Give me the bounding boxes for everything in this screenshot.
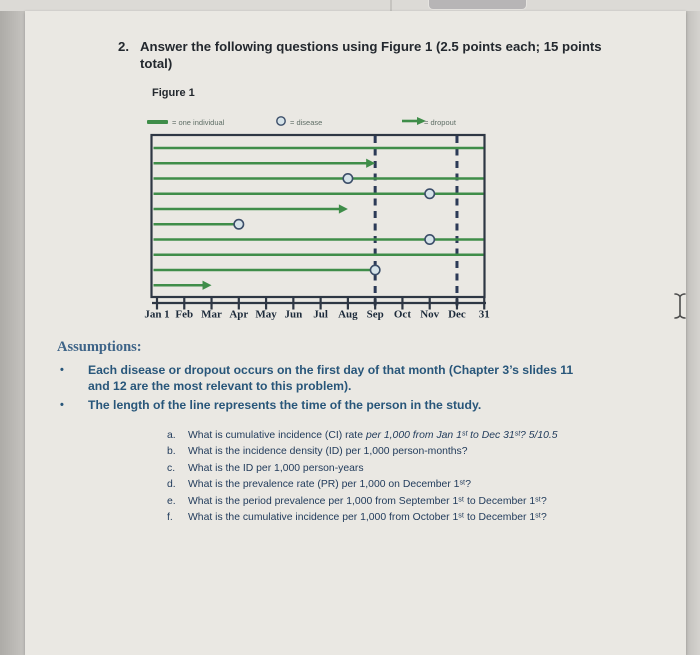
figure-title: Figure 1 — [152, 87, 195, 99]
assumption-text: Each disease or dropout occurs on the first day of that month (Chapter 3’s slides 11 and 12 are the most relevant to this problem). — [88, 363, 574, 393]
question-text: What is the prevalence rate (PR) per 1,000 on December 1ˢᵗ? — [188, 479, 472, 491]
question-text: What is the cumulative incidence per 1,000 from October 1ˢᵗ to December 1ˢᵗ? — [188, 512, 547, 524]
month-label: Oct — [393, 308, 411, 321]
month-label: Jul — [313, 308, 328, 321]
figure-1-chart — [25, 11, 685, 655]
sub-question-f — [167, 512, 647, 523]
question-letter: d. — [167, 479, 176, 491]
dropout-arrow — [203, 281, 212, 290]
sub-question-b — [167, 446, 647, 457]
question-header-text: Answer the following questions using Figure 1 (2.5 points each; 15 points total) — [140, 39, 602, 71]
assumptions-list — [60, 363, 590, 418]
disease-circle-icon — [275, 115, 287, 127]
legend-dropout-label: = dropout — [424, 118, 456, 127]
figure-legend — [25, 114, 685, 130]
disease-marker — [234, 220, 243, 229]
individual-line-icon — [147, 120, 168, 124]
question-letter: e. — [167, 495, 176, 507]
sub-question-e — [167, 496, 647, 507]
question-header — [118, 38, 608, 72]
top-bar-divider — [390, 0, 392, 11]
month-label: Sep — [366, 308, 384, 321]
sub-question-c — [167, 463, 647, 474]
month-label: Mar — [201, 308, 222, 321]
document-page — [25, 11, 686, 655]
question-text: What is the incidence density (ID) per 1,000 person-months? — [188, 446, 468, 458]
figure-box — [152, 135, 485, 297]
month-label: Aug — [338, 308, 358, 321]
legend-individual-label: = one individual — [172, 118, 225, 127]
scrollbar-thumb[interactable] — [428, 0, 527, 10]
question-number: 2. — [118, 39, 129, 54]
month-label: Apr — [229, 308, 249, 321]
assumption-text: The length of the line represents the time of the person in the study. — [88, 398, 482, 413]
question-text: What is cumulative incidence (CI) rate — [188, 430, 363, 441]
month-label: Nov — [420, 308, 440, 321]
desk-background-right — [686, 11, 700, 655]
question-letter: b. — [167, 446, 176, 458]
assumption-item — [60, 363, 590, 394]
desk-background-left — [0, 11, 25, 655]
question-letter: c. — [167, 462, 176, 474]
sub-question-d — [167, 479, 647, 490]
month-label: Feb — [175, 308, 194, 321]
disease-marker — [425, 189, 434, 198]
assumption-item — [60, 398, 590, 414]
sub-question-a — [167, 430, 647, 441]
sub-questions-list — [167, 430, 647, 528]
question-text: What is the period prevalence per 1,000 from September 1ˢᵗ to December 1ˢᵗ? — [188, 495, 547, 507]
disease-marker — [343, 174, 352, 183]
month-label: Jun — [284, 308, 303, 321]
question-letter: a. — [167, 430, 176, 441]
month-label: Dec — [448, 308, 466, 321]
question-text-italic: per 1,000 from Jan 1ˢᵗ to Dec 31ˢᵗ? 5/10.5 — [365, 430, 558, 441]
bullet-icon: • — [60, 399, 64, 412]
assumptions-heading: Assumptions: — [57, 339, 142, 355]
ibeam-cursor-icon — [672, 292, 688, 320]
question-text: What is the ID per 1,000 person-years — [188, 462, 364, 474]
question-letter: f. — [167, 512, 173, 524]
bullet-icon: • — [60, 364, 64, 376]
month-label: May — [255, 308, 277, 321]
month-label: Jan 1 — [144, 308, 170, 321]
dropout-arrow — [339, 204, 348, 213]
month-label: 31 — [478, 308, 490, 321]
disease-marker — [370, 265, 379, 274]
disease-marker — [425, 235, 434, 244]
legend-disease-label: = disease — [290, 118, 323, 127]
